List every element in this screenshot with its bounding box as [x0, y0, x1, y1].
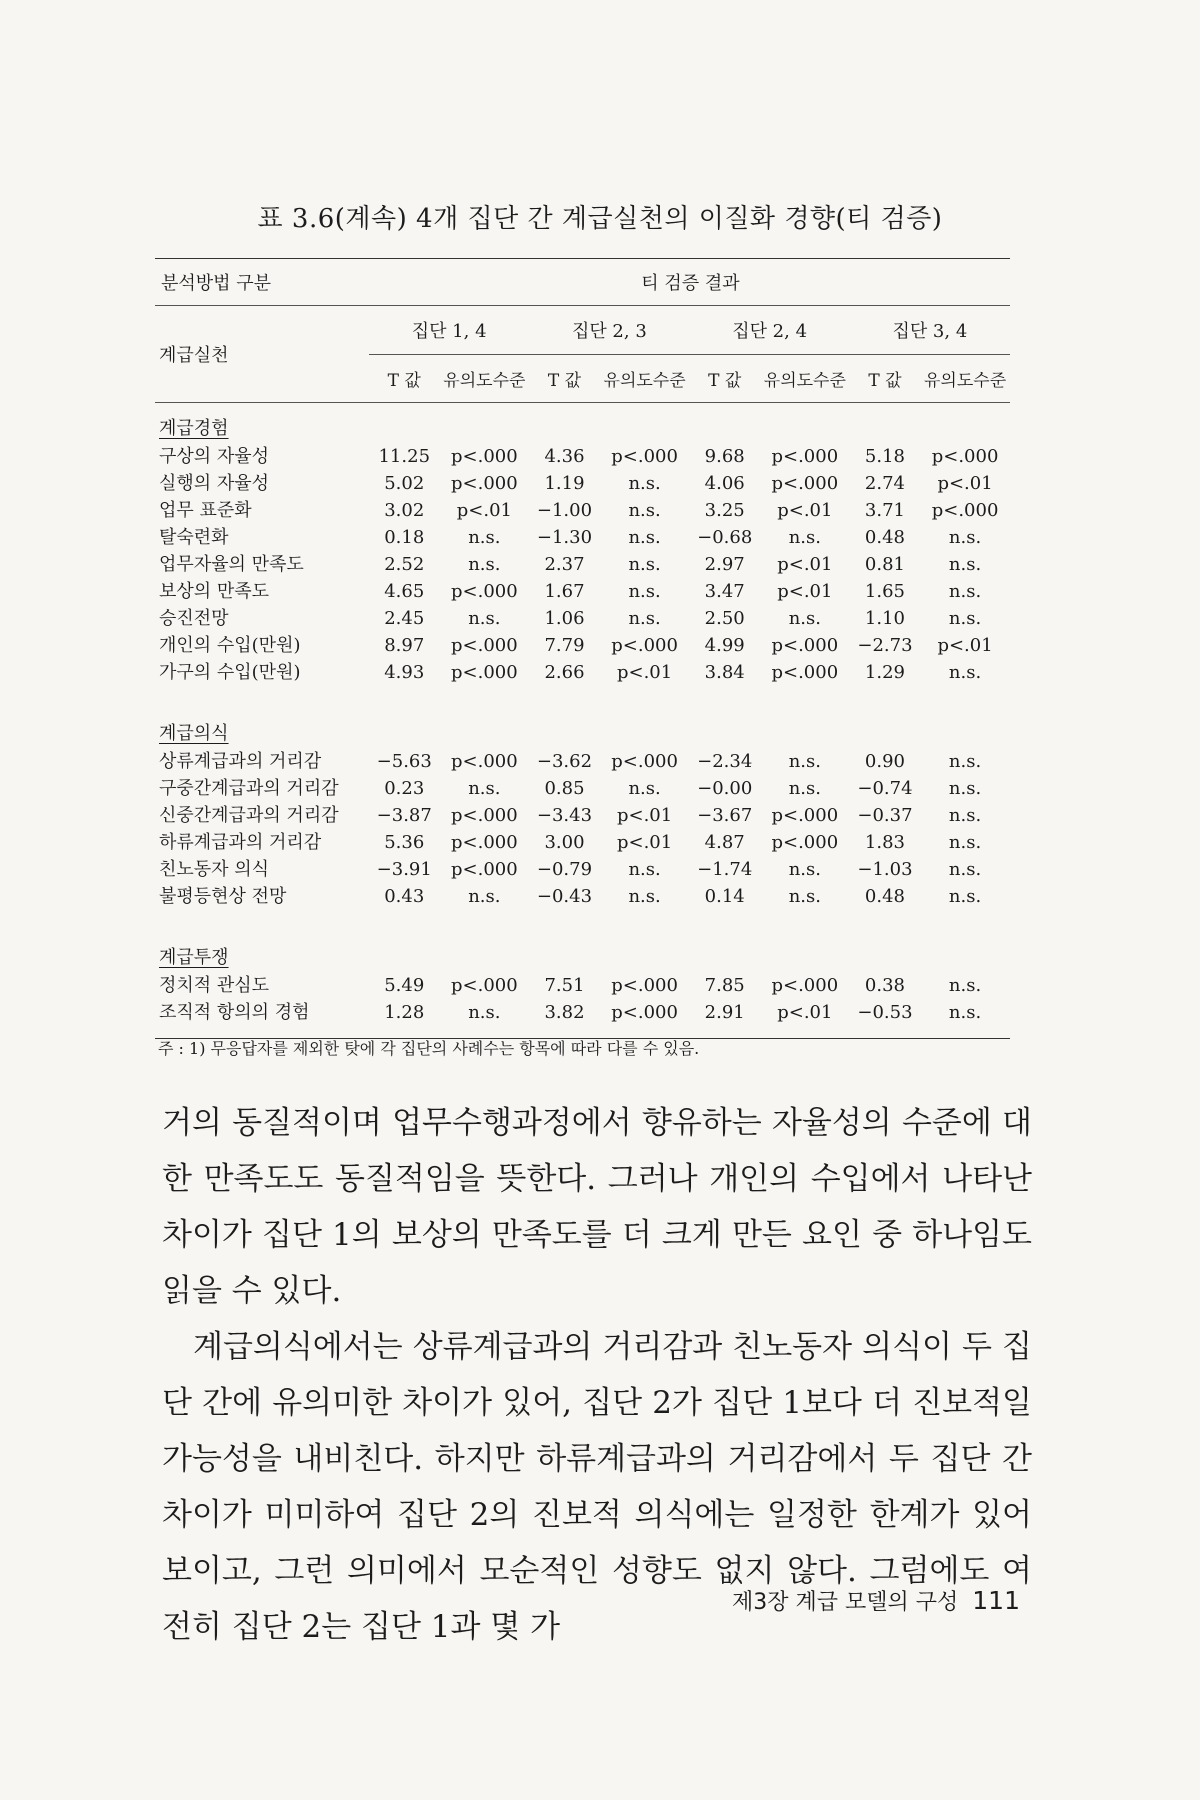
cell-t-value: 3.84	[704, 662, 745, 683]
cell-t-value: 3.71	[864, 500, 905, 521]
row-label: 상류계급과의 거리감	[159, 751, 322, 772]
cell-t-value: 0.48	[864, 886, 905, 907]
cell-t-value: 5.36	[384, 832, 425, 853]
header-row-label: 계급실천	[159, 345, 229, 366]
cell-t-value: 0.81	[864, 554, 905, 575]
cell-t-value: 0.43	[384, 886, 425, 907]
cell-significance: n.s.	[948, 527, 982, 548]
row-label: 구중간계급과의 거리감	[159, 778, 339, 799]
table-section	[155, 415, 1010, 686]
table-row	[155, 443, 1010, 470]
cell-t-value: 3.00	[544, 832, 585, 853]
table-row	[155, 551, 1010, 578]
page-number: 111	[972, 1586, 1020, 1615]
cell-significance: n.s.	[948, 778, 982, 799]
cell-significance: p<.01	[456, 500, 512, 521]
t-test-table	[155, 258, 1010, 1039]
table-section	[155, 698, 1010, 910]
cell-t-value: 7.51	[544, 975, 585, 996]
cell-significance: p<.000	[611, 446, 678, 467]
cell-t-value: −3.43	[536, 805, 593, 826]
cell-significance: p<.000	[451, 662, 518, 683]
cell-significance: n.s.	[628, 581, 661, 602]
group-header: 집단 2, 4	[732, 321, 808, 342]
col-p-header: 유의도수준	[924, 371, 1007, 391]
paragraph: 거의 동질적이며 업무수행과정에서 향유하는 자율성의 수준에 대한 만족도도 동질적임을 뜻한다. 그러나 개인의 수입에서 나타난 차이가 집단 1의 보상의 만족도를 더 크게 만든 요인 중 하나임도 읽을 수 있다.	[162, 1105, 1032, 1309]
section-title-text: 계급경험	[159, 418, 229, 439]
group-header: 집단 3, 4	[892, 321, 968, 342]
cell-t-value: −0.74	[857, 778, 913, 799]
table-row	[155, 632, 1010, 659]
section-title-text: 계급의식	[159, 723, 229, 744]
cell-t-value: −1.00	[536, 500, 593, 521]
cell-significance: p<.01	[616, 805, 673, 826]
section-title	[155, 944, 1010, 972]
cell-significance: n.s.	[468, 886, 501, 907]
cell-t-value: 3.25	[704, 500, 745, 521]
cell-t-value: −0.53	[857, 1002, 913, 1023]
cell-t-value: 1.67	[544, 581, 585, 602]
cell-t-value: −0.68	[697, 527, 753, 548]
col-p-header: 유의도수준	[763, 371, 846, 391]
row-label: 업무 표준화	[159, 500, 252, 521]
cell-t-value: 4.36	[544, 446, 585, 467]
cell-t-value: 2.66	[544, 662, 585, 683]
cell-significance: n.s.	[628, 527, 661, 548]
header-bottom-rule	[155, 402, 1010, 403]
row-label: 실행의 자율성	[159, 473, 270, 494]
cell-significance: n.s.	[948, 832, 982, 853]
cell-t-value: 1.28	[384, 1002, 425, 1023]
table-row	[155, 748, 1010, 775]
row-label: 신중간계급과의 거리감	[159, 805, 339, 826]
cell-t-value: 2.52	[384, 554, 425, 575]
row-label: 조직적 항의의 경험	[159, 1002, 310, 1023]
col-t-header: T 값	[387, 371, 421, 391]
table-row	[155, 972, 1010, 999]
cell-t-value: −3.67	[697, 805, 753, 826]
cell-significance: p<.000	[451, 751, 518, 772]
cell-significance: p<.01	[777, 581, 833, 602]
cell-t-value: −0.43	[536, 886, 593, 907]
cell-significance: n.s.	[628, 500, 661, 521]
cell-t-value: −3.87	[376, 805, 432, 826]
cell-significance: n.s.	[628, 473, 661, 494]
cell-t-value: 2.91	[704, 1002, 745, 1023]
row-label: 탈숙련화	[159, 527, 229, 548]
table-row	[155, 999, 1010, 1026]
table-row	[155, 578, 1010, 605]
cell-significance: p<.000	[771, 446, 839, 467]
table-row	[155, 856, 1010, 883]
table-body	[155, 415, 1010, 1026]
row-label: 승진전망	[159, 608, 229, 629]
cell-t-value: 1.83	[864, 832, 905, 853]
cell-significance: n.s.	[788, 859, 821, 880]
cell-t-value: 3.82	[544, 1002, 585, 1023]
section-title-text: 계급투쟁	[159, 947, 229, 968]
chapter-title: 제3장 계급 모델의 구성	[732, 1590, 959, 1615]
cell-t-value: 9.68	[704, 446, 745, 467]
cell-t-value: −5.63	[376, 751, 432, 772]
cell-significance: p<.000	[451, 859, 518, 880]
cell-significance: p<.01	[616, 832, 673, 853]
table-row	[155, 605, 1010, 632]
cell-significance: p<.000	[611, 635, 678, 656]
cell-significance: n.s.	[788, 608, 821, 629]
cell-significance: n.s.	[468, 608, 501, 629]
cell-significance: p<.000	[931, 500, 999, 521]
cell-t-value: 5.18	[864, 446, 905, 467]
cell-t-value: −1.30	[536, 527, 593, 548]
table-header-groups	[155, 306, 1010, 402]
cell-significance: n.s.	[948, 886, 982, 907]
table-header-top	[155, 259, 1010, 305]
cell-significance: p<.000	[611, 1002, 678, 1023]
cell-t-value: −0.79	[536, 859, 593, 880]
cell-significance: p<.000	[771, 832, 839, 853]
cell-significance: n.s.	[468, 527, 501, 548]
col-p-header: 유의도수준	[443, 371, 526, 391]
col-t-header: T 값	[868, 371, 902, 391]
row-label: 정치적 관심도	[159, 975, 270, 996]
cell-significance: p<.000	[771, 805, 839, 826]
row-label: 개인의 수입(만원)	[159, 635, 301, 656]
page-footer	[700, 1585, 1020, 1616]
cell-significance: n.s.	[788, 751, 821, 772]
cell-significance: n.s.	[788, 886, 821, 907]
table-row	[155, 829, 1010, 856]
cell-t-value: −1.03	[857, 859, 913, 880]
col-t-header: T 값	[547, 371, 582, 391]
cell-significance: p<.000	[451, 446, 518, 467]
group-header: 집단 2, 3	[571, 321, 647, 342]
cell-significance: n.s.	[628, 778, 661, 799]
cell-t-value: 5.49	[384, 975, 425, 996]
cell-significance: p<.01	[937, 473, 993, 494]
cell-t-value: 1.06	[544, 608, 585, 629]
cell-significance: n.s.	[948, 975, 982, 996]
cell-significance: n.s.	[788, 778, 821, 799]
cell-significance: n.s.	[628, 886, 661, 907]
cell-t-value: −0.37	[857, 805, 913, 826]
cell-t-value: 3.47	[704, 581, 745, 602]
cell-t-value: 0.48	[864, 527, 905, 548]
cell-significance: n.s.	[948, 608, 982, 629]
group-header: 집단 1, 4	[411, 321, 487, 342]
section-gap	[155, 922, 1010, 944]
cell-t-value: −2.34	[697, 751, 753, 772]
cell-significance: n.s.	[468, 554, 501, 575]
cell-significance: n.s.	[948, 751, 982, 772]
cell-significance: p<.000	[451, 832, 518, 853]
cell-significance: n.s.	[628, 859, 661, 880]
cell-t-value: −3.62	[536, 751, 593, 772]
cell-significance: n.s.	[468, 778, 501, 799]
cell-significance: p<.000	[451, 581, 518, 602]
cell-significance: p<.01	[937, 635, 993, 656]
header-result: 티 검증 결과	[641, 273, 740, 294]
cell-significance: p<.000	[611, 975, 678, 996]
col-t-header: T 값	[708, 371, 742, 391]
row-label: 가구의 수입(만원)	[159, 662, 301, 683]
cell-significance: p<.000	[451, 975, 518, 996]
table-row	[155, 775, 1010, 802]
table-footnote: 주 : 1) 무응답자를 제외한 탓에 각 집단의 사례수는 항목에 따라 다를 수 있음.	[158, 1039, 700, 1058]
table-row	[155, 802, 1010, 829]
cell-t-value: 7.85	[704, 975, 745, 996]
cell-t-value: 0.23	[384, 778, 425, 799]
row-label: 친노동자 의식	[159, 859, 270, 880]
body-text	[162, 1095, 1032, 1655]
cell-t-value: 4.93	[384, 662, 425, 683]
table-row	[155, 883, 1010, 910]
cell-t-value: 1.19	[544, 473, 585, 494]
cell-t-value: 0.85	[544, 778, 585, 799]
section-title	[155, 415, 1010, 443]
header-method: 분석방법 구분	[161, 273, 272, 294]
cell-t-value: 7.79	[544, 635, 585, 656]
cell-significance: p<.000	[611, 751, 678, 772]
cell-t-value: 4.65	[384, 581, 425, 602]
cell-t-value: 2.45	[384, 608, 425, 629]
cell-significance: p<.000	[451, 473, 518, 494]
cell-t-value: 5.02	[384, 473, 425, 494]
cell-t-value: 2.97	[704, 554, 745, 575]
cell-significance: p<.01	[777, 500, 833, 521]
cell-significance: n.s.	[948, 554, 982, 575]
cell-significance: n.s.	[948, 662, 982, 683]
cell-significance: p<.000	[771, 473, 839, 494]
cell-t-value: 4.99	[704, 635, 745, 656]
row-label: 구상의 자율성	[159, 446, 270, 467]
cell-significance: p<.01	[616, 662, 673, 683]
cell-significance: p<.01	[777, 554, 833, 575]
table-row	[155, 659, 1010, 686]
row-label: 업무자율의 만족도	[159, 554, 304, 575]
cell-t-value: 0.90	[864, 751, 905, 772]
cell-t-value: 1.10	[864, 608, 905, 629]
cell-significance: p<.000	[451, 805, 518, 826]
cell-t-value: 0.14	[704, 886, 745, 907]
cell-t-value: 2.50	[704, 608, 745, 629]
cell-t-value: 3.02	[384, 500, 425, 521]
cell-t-value: 2.74	[864, 473, 905, 494]
row-label: 보상의 만족도	[159, 581, 270, 602]
table-row	[155, 524, 1010, 551]
section-gap	[155, 698, 1010, 720]
row-label: 하류계급과의 거리감	[159, 832, 322, 853]
cell-significance: p<.000	[931, 446, 999, 467]
cell-significance: n.s.	[628, 554, 661, 575]
cell-t-value: 11.25	[378, 446, 431, 467]
cell-significance: p<.000	[771, 975, 839, 996]
cell-significance: p<.000	[771, 662, 839, 683]
row-label: 불평등현상 전망	[159, 886, 287, 907]
cell-significance: p<.000	[771, 635, 839, 656]
cell-significance: n.s.	[948, 581, 982, 602]
paragraph: 계급의식에서는 상류계급과의 거리감과 친노동자 의식이 두 집단 간에 유의미한 차이가 있어, 집단 2가 집단 1보다 더 진보적일 가능성을 내비친다. 하지만 하류계급과의 거리감에서 두 집단 간 차이가 미미하여 집단 2의 진보적 의식에는 일정한 한계가 있어 보이고, 그런 의미에서 모순적인 성향도 없지 않다. 그럼에도 여전히 집단 2는 집단 1과 몇 가	[162, 1329, 1032, 1645]
cell-t-value: 0.38	[864, 975, 905, 996]
cell-t-value: 2.37	[544, 554, 585, 575]
cell-t-value: −2.73	[857, 635, 913, 656]
cell-significance: n.s.	[468, 1002, 501, 1023]
cell-significance: n.s.	[948, 859, 982, 880]
cell-t-value: −3.91	[376, 859, 432, 880]
cell-t-value: 4.87	[704, 832, 745, 853]
cell-t-value: 1.65	[864, 581, 905, 602]
table-row	[155, 497, 1010, 524]
col-p-header: 유의도수준	[603, 371, 686, 391]
table-title: 표 3.6(계속) 4개 집단 간 계급실천의 이질화 경향(티 검증)	[257, 204, 943, 234]
cell-t-value: 0.18	[384, 527, 425, 548]
cell-significance: n.s.	[948, 805, 982, 826]
cell-t-value: −1.74	[697, 859, 753, 880]
cell-significance: p<.01	[777, 1002, 833, 1023]
section-title	[155, 720, 1010, 748]
cell-significance: n.s.	[628, 608, 661, 629]
table-row	[155, 470, 1010, 497]
cell-significance: p<.000	[451, 635, 518, 656]
cell-t-value: 8.97	[384, 635, 425, 656]
cell-t-value: 4.06	[704, 473, 745, 494]
cell-t-value: 1.29	[864, 662, 905, 683]
table-section	[155, 922, 1010, 1026]
cell-t-value: −0.00	[697, 778, 753, 799]
cell-significance: n.s.	[788, 527, 821, 548]
cell-significance: n.s.	[948, 1002, 982, 1023]
